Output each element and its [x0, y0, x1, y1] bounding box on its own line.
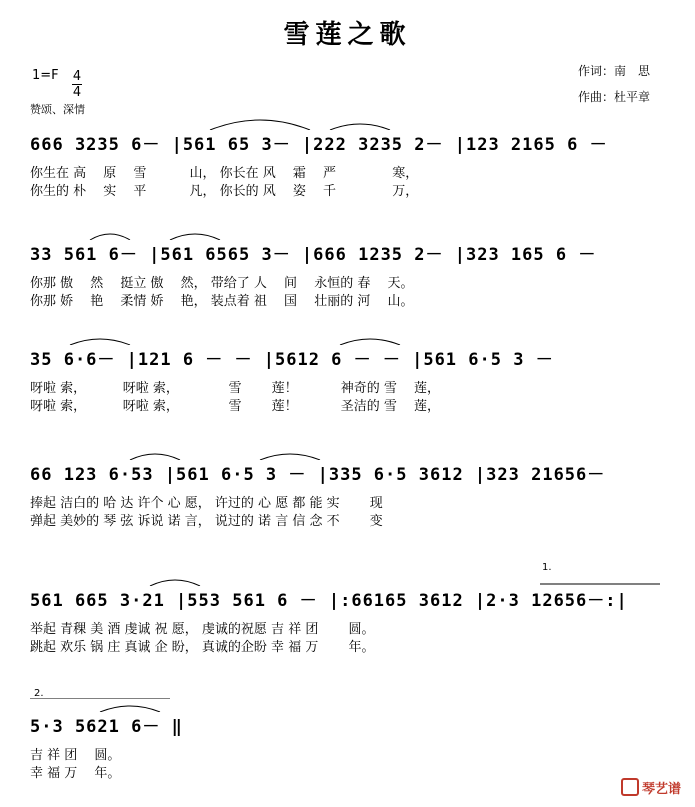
lyric-verse-1: 你那 傲 然 挺立 傲 然， 带给了 人 间 永恒的 春 天。: [30, 276, 414, 291]
volta-second: 2.: [34, 688, 44, 699]
time-signature: [72, 70, 82, 99]
notation-line: 35 6·6－ |121 6 － － |5612 6 － － |561 6·5 3 －: [30, 350, 554, 370]
composer-credit: 作曲：杜平章: [578, 90, 651, 104]
lyric-verse-2: 跳起 欢乐 锅 庄 真诚 企 盼， 真诚的企盼 幸 福 万 年。: [30, 640, 375, 655]
performance-style: 赞颂、深情: [30, 103, 85, 116]
slur-marks: [30, 331, 670, 345]
notation-line: 666 3235 6－ |561 65 3－ |222 3235 2－ |123 2165 6 －: [30, 135, 608, 155]
lyric-verse-1: 呀啦 索， 呀啦 索， 雪 莲！ 神奇的 雪 莲，: [30, 381, 441, 396]
time-top: 4: [72, 69, 82, 84]
notation-line: 5·3 5621 6－ ‖: [30, 717, 183, 737]
lyric-verse-2: 弹起 美妙的 琴 弦 诉说 诺 言， 说过的 诺 言 信 念 不 变: [30, 514, 383, 529]
lyric-verse-1: 捧起 洁白的 哈 达 许个 心 愿， 许过的 心 愿 都 能 实 现: [30, 496, 383, 511]
notation-line: 66 123 6·53 |561 6·5 3 － |335 6·5 3612 |323 21656－: [30, 465, 606, 485]
slur-marks: [30, 572, 670, 586]
lyric-verse-2: 你那 娇 艳 柔情 娇 艳， 装点着 祖 国 壮丽的 河 山。: [30, 294, 414, 309]
song-title: 雪莲之歌: [283, 20, 412, 50]
lyric-verse-1: 举起 青稞 美 酒 虔诚 祝 愿， 虔诚的祝愿 吉 祥 团 圆。: [30, 622, 375, 637]
logo-icon: [621, 778, 639, 796]
lyric-verse-2: 幸 福 万 年。: [30, 766, 121, 781]
time-bottom: 4: [72, 85, 82, 100]
notation-line: 561 665 3·21 |553 561 6 － |:66165 3612 |2·3 12656－:|: [30, 591, 628, 611]
lyric-verse-1: 你生在 高 原 雪 山， 你长在 风 霜 严 寒，: [30, 166, 419, 181]
volta-first: 1.: [542, 562, 552, 573]
lyric-verse-1: 吉 祥 团 圆。: [30, 748, 121, 763]
lyric-verse-2: 呀啦 索， 呀啦 索， 雪 莲！ 圣洁的 雪 莲，: [30, 399, 441, 414]
logo-text: 琴艺谱: [641, 782, 681, 797]
notation-line: 33 561 6－ |561 6565 3－ |666 1235 2－ |323 165 6 －: [30, 245, 597, 265]
slur-marks: [30, 226, 670, 240]
slur-marks: [30, 446, 670, 460]
lyric-verse-2: 你生的 朴 实 平 凡， 你长的 风 姿 千 万，: [30, 184, 419, 199]
slur-marks: [30, 698, 670, 712]
key-signature: 1=F: [32, 68, 59, 83]
slur-marks: [30, 116, 670, 130]
site-logo: [621, 778, 681, 797]
lyricist-credit: 作词：南 思: [578, 64, 651, 78]
